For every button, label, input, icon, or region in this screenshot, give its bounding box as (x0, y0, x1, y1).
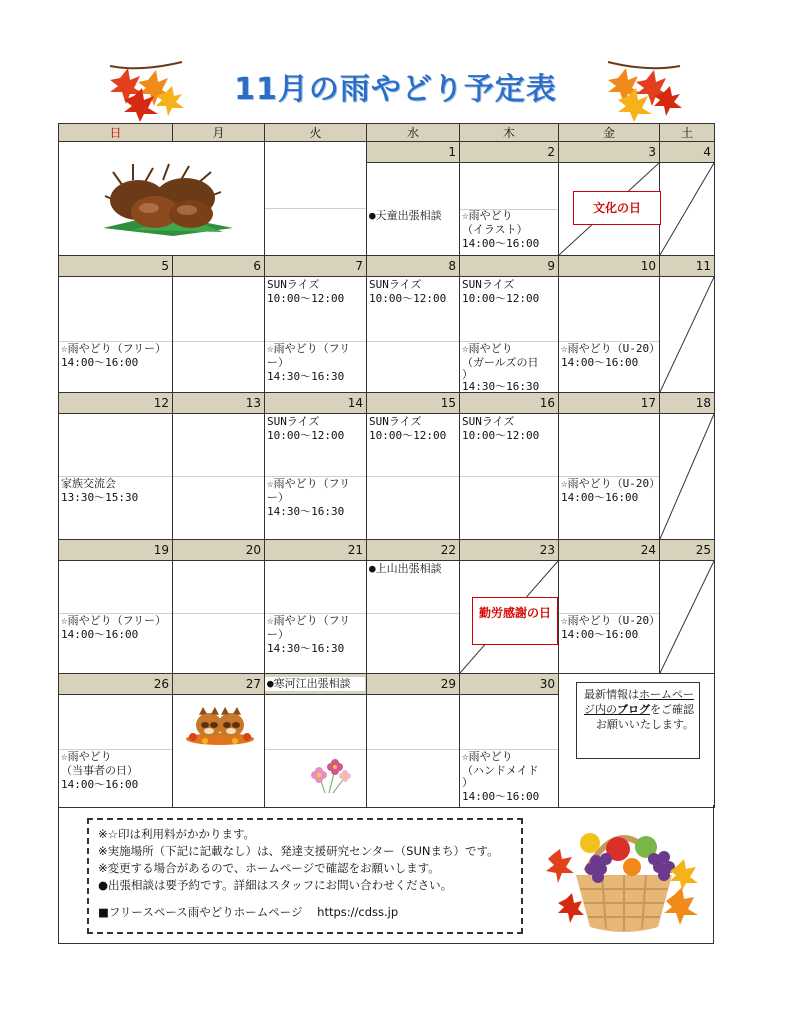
event-text: SUNライズ (267, 278, 320, 291)
day-cell (173, 277, 265, 393)
event-text: 10:00～12:00 (369, 429, 447, 442)
date-number: 17 (559, 393, 660, 414)
event-text: ☆雨やどり (462, 750, 513, 763)
event-text: 10:00～12:00 (267, 429, 345, 442)
event-text: ●寒河江出張相談 (265, 677, 365, 691)
day-cell (173, 695, 265, 808)
day-cell-closed (660, 277, 715, 393)
day-cell (559, 561, 660, 674)
holiday-label: 文化の日 (573, 191, 661, 225)
date-number: 14 (265, 393, 367, 414)
fruit-basket-icon (546, 809, 702, 939)
week-1-date-row (59, 142, 715, 163)
note-line: ※実施場所（下記に記載なし）は、発達支援研究センター（SUNまち）です。 (98, 844, 499, 858)
date-number: 10 (559, 256, 660, 277)
event-text: ●上山出張相談 (369, 562, 442, 575)
date-number: 26 (59, 674, 173, 695)
event-text: ☆雨やどり（U-20） (561, 614, 661, 627)
weekday-mon: 月 (173, 124, 265, 142)
holiday-label: 勤労感謝の日 (472, 597, 558, 645)
date-number: 25 (660, 540, 715, 561)
event-text: ☆雨やどり (61, 750, 112, 763)
note-line: ※☆印は利用料がかかります。 (98, 827, 256, 841)
notice-box (576, 682, 700, 759)
notice-link-homepage[interactable]: ホームページ内の (584, 688, 694, 716)
weekday-sun: 日 (59, 124, 173, 142)
event-text: 14:00～16:00 (462, 237, 540, 250)
date-number: 15 (367, 393, 460, 414)
cosmos-flowers-icon (305, 755, 355, 795)
day-cell (173, 414, 265, 540)
homepage-label: ■フリースペース雨やどりホームページ (98, 905, 303, 919)
date-number: 5 (59, 256, 173, 277)
day-cell (460, 277, 559, 393)
footer-section (58, 805, 714, 944)
event-text: ☆雨やどり（フリ (267, 614, 351, 627)
date-number: 12 (59, 393, 173, 414)
day-cell (367, 561, 460, 674)
event-text: 14:30～16:30 (267, 370, 345, 383)
note-line: ●出張相談は要予約です。詳細はスタッフにお問い合わせください。 (98, 878, 453, 892)
event-text: 家族交流会 (61, 477, 116, 490)
event-text: ☆雨やどり（フリ (267, 477, 351, 490)
date-number: 20 (173, 540, 265, 561)
event-text: ） (462, 368, 473, 381)
event-text: ☆雨やどり (462, 209, 513, 222)
date-number: 21 (265, 540, 367, 561)
notice-link-blog[interactable]: ブログ (617, 703, 650, 716)
day-cell-closed (660, 561, 715, 674)
date-number: 6 (173, 256, 265, 277)
day-cell (59, 414, 173, 540)
event-text: 14:00～16:00 (561, 356, 639, 369)
day-cell (367, 163, 460, 256)
event-text: 14:00～16:00 (61, 778, 139, 791)
notes-box (87, 818, 523, 934)
weekday-thu: 木 (460, 124, 559, 142)
weekday-tue: 火 (265, 124, 367, 142)
date-number: 18 (660, 393, 715, 414)
event-text: 10:00～12:00 (462, 292, 540, 305)
weekday-header-row (59, 124, 715, 142)
event-text: ー） (267, 356, 289, 369)
date-number: 24 (559, 540, 660, 561)
date-number: 4 (660, 142, 715, 163)
date-number: 27 (173, 674, 265, 695)
event-text: 14:00～16:00 (561, 491, 639, 504)
event-text: 14:30～16:30 (267, 505, 345, 518)
event-text: SUNライズ (462, 278, 515, 291)
event-text: SUNライズ (369, 278, 422, 291)
day-cell-holiday (460, 561, 559, 674)
event-text: ☆雨やどり（フリー） (61, 614, 167, 627)
event-text: ☆雨やどり (462, 342, 513, 355)
day-cell (59, 142, 265, 256)
week-3-date-row (59, 393, 715, 414)
day-cell (59, 561, 173, 674)
date-number: 13 (173, 393, 265, 414)
event-text: ー） (267, 628, 289, 641)
chestnuts-icon (93, 156, 243, 236)
date-number: 7 (265, 256, 367, 277)
homepage-url-link[interactable]: https://cdss.jp (317, 905, 399, 919)
date-number: 29 (367, 674, 460, 695)
event-text: ） (462, 776, 473, 789)
calendar-table (58, 123, 715, 808)
date-number: 23 (460, 540, 559, 561)
day-cell (367, 695, 460, 808)
event-text: 14:30～16:30 (267, 642, 345, 655)
day-cell (59, 277, 173, 393)
weekday-wed: 水 (367, 124, 460, 142)
event-text: ●天童出張相談 (369, 209, 442, 222)
event-text: SUNライズ (369, 415, 422, 428)
week-2-date-row (59, 256, 715, 277)
event-text: SUNライズ (462, 415, 515, 428)
day-cell (367, 277, 460, 393)
date-number: 9 (460, 256, 559, 277)
event-text: （ガールズの日 (462, 356, 539, 369)
event-text: SUNライズ (267, 415, 320, 428)
event-text: ☆雨やどり（U-20） (561, 477, 661, 490)
date-number: 11 (660, 256, 715, 277)
event-text: ☆雨やどり（U-20） (561, 342, 661, 355)
homepage-line (98, 904, 512, 921)
notice-cell (559, 674, 715, 808)
event-text: （ハンドメイド (462, 764, 539, 777)
date-number: 19 (59, 540, 173, 561)
week-3-body-row (59, 414, 715, 540)
day-cell-closed (660, 414, 715, 540)
event-text: 14:00～16:00 (462, 790, 540, 803)
week-5-date-row (59, 674, 715, 695)
event-text: 10:00～12:00 (369, 292, 447, 305)
date-number: 8 (367, 256, 460, 277)
event-text: （イラスト） (462, 223, 528, 236)
event-text: 10:00～12:00 (267, 292, 345, 305)
event-text: 10:00～12:00 (462, 429, 540, 442)
event-text: 13:30～15:30 (61, 491, 139, 504)
date-number: 1 (367, 142, 460, 163)
day-cell-closed (660, 163, 715, 256)
date-number: 16 (460, 393, 559, 414)
page-title: 11月の雨やどり予定表 (234, 72, 557, 107)
day-cell (367, 414, 460, 540)
day-cell (559, 414, 660, 540)
weekday-sat: 土 (660, 124, 715, 142)
event-text: （当事者の日） (61, 764, 138, 777)
event-text: 14:00～16:00 (561, 628, 639, 641)
day-cell (559, 277, 660, 393)
weekday-fri: 金 (559, 124, 660, 142)
day-cell (460, 414, 559, 540)
day-cell (265, 561, 367, 674)
day-cell (265, 677, 367, 808)
date-number: 3 (559, 142, 660, 163)
week-4-body-row (59, 561, 715, 674)
event-text: 14:00～16:00 (61, 628, 139, 641)
day-cell (265, 142, 367, 256)
week-2-body-row (59, 277, 715, 393)
day-cell (265, 277, 367, 393)
notice-suffix: をご確認お願いいたします。 (595, 703, 694, 731)
date-number: 2 (460, 142, 559, 163)
day-cell-holiday (559, 163, 660, 256)
day-cell (460, 695, 559, 808)
note-line: ※変更する場合があるので、ホームページで確認をお願いします。 (98, 861, 440, 875)
week-4-date-row (59, 540, 715, 561)
event-text: ー） (267, 491, 289, 504)
notice-prefix: 最新情報は (584, 688, 639, 701)
date-number: 30 (460, 674, 559, 695)
day-cell (460, 163, 559, 256)
day-cell (173, 561, 265, 674)
day-cell (59, 695, 173, 808)
event-text: 14:30～16:30 (462, 380, 540, 392)
date-number: 22 (367, 540, 460, 561)
event-text: ☆雨やどり（フリ (267, 342, 351, 355)
day-cell (265, 414, 367, 540)
event-text: ☆雨やどり（フリー） (61, 342, 167, 355)
tanuki-autumn-icon (185, 701, 255, 745)
event-text: 14:00～16:00 (61, 356, 139, 369)
